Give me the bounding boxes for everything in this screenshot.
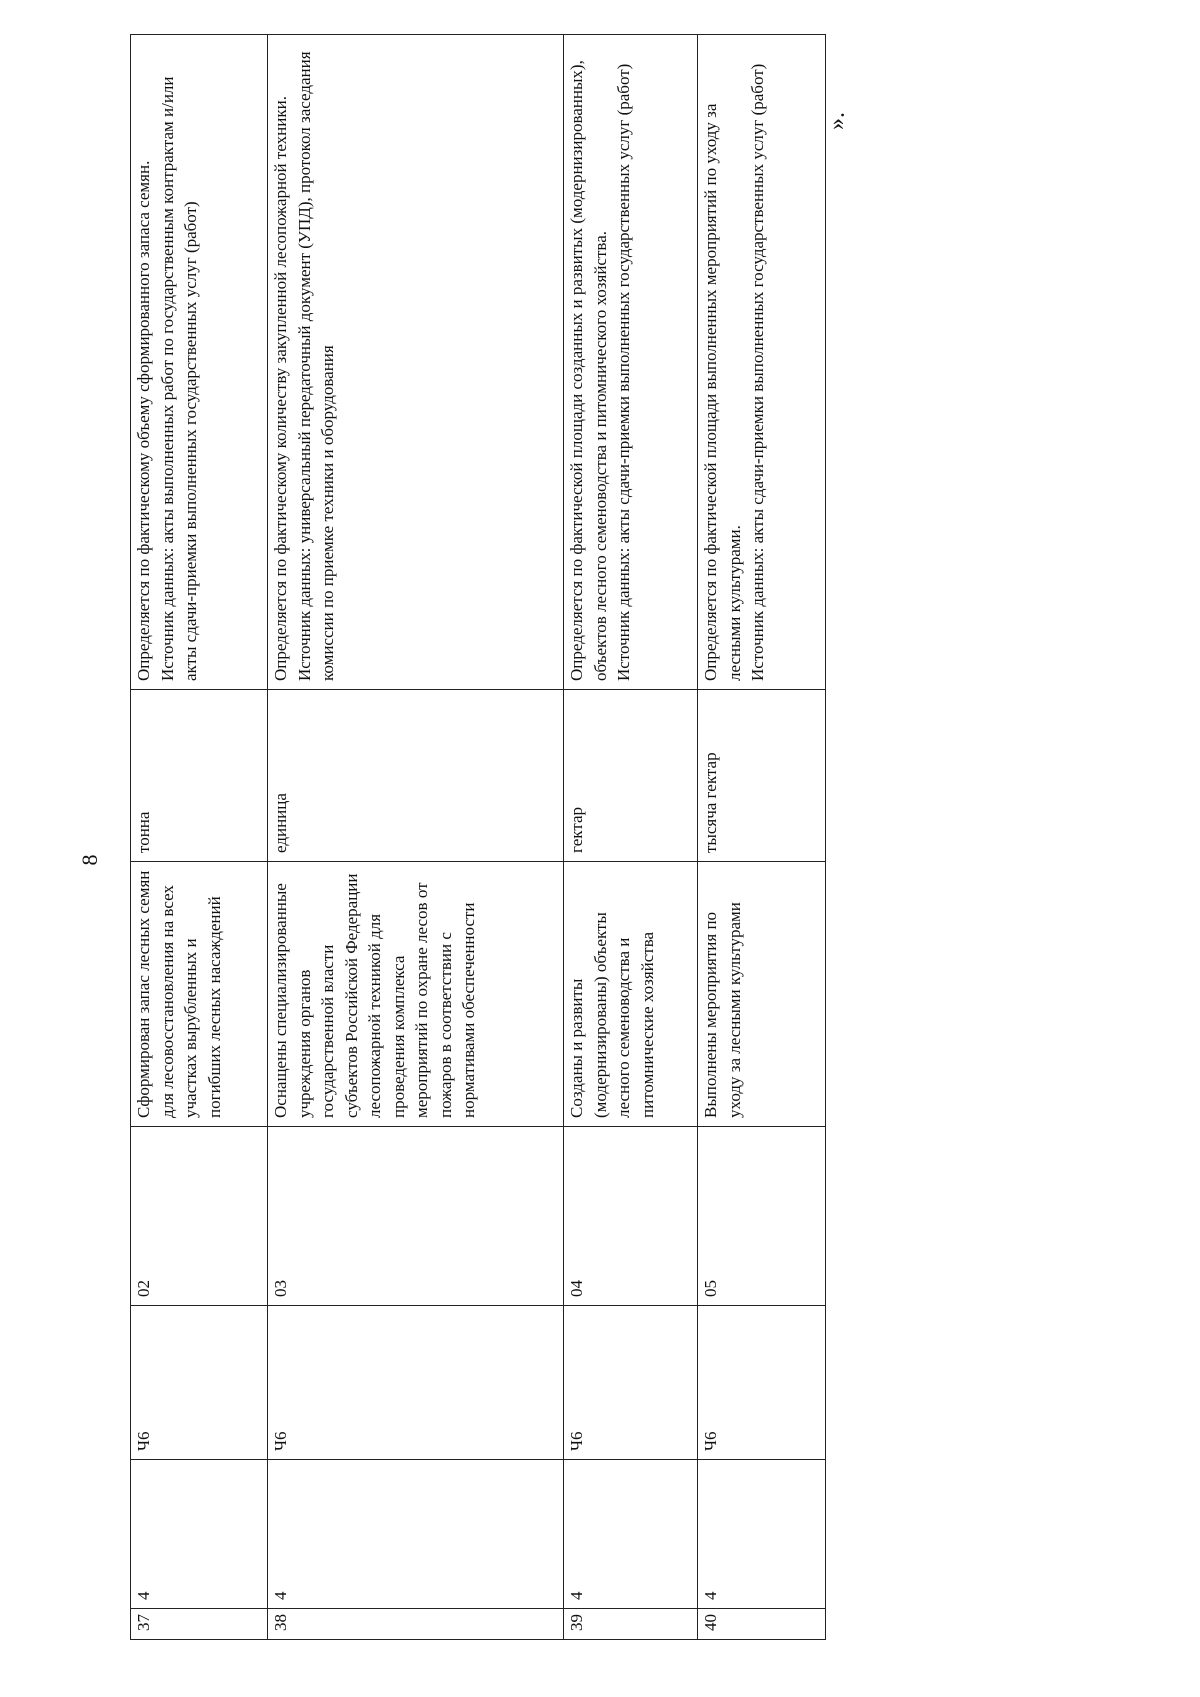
code-cell: 02 bbox=[131, 1127, 268, 1306]
result-name-cell: Выполнены мероприятия по уходу за лесными культурами bbox=[698, 862, 826, 1127]
table-row bbox=[698, 35, 826, 1640]
unit-cell: тонна bbox=[131, 690, 268, 862]
row-number-cell: 38 bbox=[268, 1609, 564, 1640]
unit-cell: единица bbox=[268, 690, 564, 862]
code-cell: 04 bbox=[564, 1127, 698, 1306]
table-row bbox=[268, 35, 564, 1640]
section-cell: Ч6 bbox=[268, 1306, 564, 1460]
row-number-cell: 40 bbox=[698, 1609, 826, 1640]
method-cell: Определяется по фактической площади созданных и развитых (модернизированных), объектов лесного семеноводства и питомнического хозяйства. Источник данных: акты сдачи-приемки выполненных государственных услуг (работ) bbox=[564, 35, 698, 690]
method-cell: Определяется по фактическому количеству закупленной лесопожарной техники. Источник данных: универсальный передаточный документ (УПД), протокол заседания комиссии по приемке техники и оборудования bbox=[268, 35, 564, 690]
unit-cell: тысяча гектар bbox=[698, 690, 826, 862]
result-name-cell: Оснащены специализированные учреждения органов государственной власти субъектов Российской Федерации лесопожарной техникой для проведения комплекса мероприятий по охране лесов от пожаров в соответствии с нормативами обеспеченности bbox=[268, 862, 564, 1127]
rotated-table-wrapper bbox=[130, 35, 825, 1640]
method-cell: Определяется по фактическому объему сформированного запаса семян. Источник данных: акты выполненных работ по государственным контрактам и/или акты сдачи-приемки выполненных государственных услуг (работ) bbox=[131, 35, 268, 690]
page-number: 8 bbox=[77, 854, 102, 866]
section-cell: Ч6 bbox=[564, 1306, 698, 1460]
method-cell: Определяется по фактической площади выполненных мероприятий по уходу за лесными культурами. Источник данных: акты сдачи-приемки выполненных государственных услуг (работ) bbox=[698, 35, 826, 690]
section-cell: Ч6 bbox=[131, 1306, 268, 1460]
table-row bbox=[131, 35, 268, 1640]
table-row bbox=[564, 35, 698, 1640]
result-name-cell: Сформирован запас лесных семян для лесовосстановления на всех участках вырубленных и погибших лесных насаждений bbox=[131, 862, 268, 1127]
result-name-cell: Созданы и развиты (модернизированы) объекты лесного семеноводства и питомнические хозяйства bbox=[564, 862, 698, 1127]
indicators-table bbox=[130, 34, 826, 1640]
row-number-cell: 37 bbox=[131, 1609, 268, 1640]
row-number-cell: 39 bbox=[564, 1609, 698, 1640]
code-cell: 05 bbox=[698, 1127, 826, 1306]
level-cell: 4 bbox=[564, 1460, 698, 1609]
level-cell: 4 bbox=[131, 1460, 268, 1609]
unit-cell: гектар bbox=[564, 690, 698, 862]
closing-quote-mark: ». bbox=[824, 112, 850, 130]
level-cell: 4 bbox=[698, 1460, 826, 1609]
level-cell: 4 bbox=[268, 1460, 564, 1609]
section-cell: Ч6 bbox=[698, 1306, 826, 1460]
code-cell: 03 bbox=[268, 1127, 564, 1306]
